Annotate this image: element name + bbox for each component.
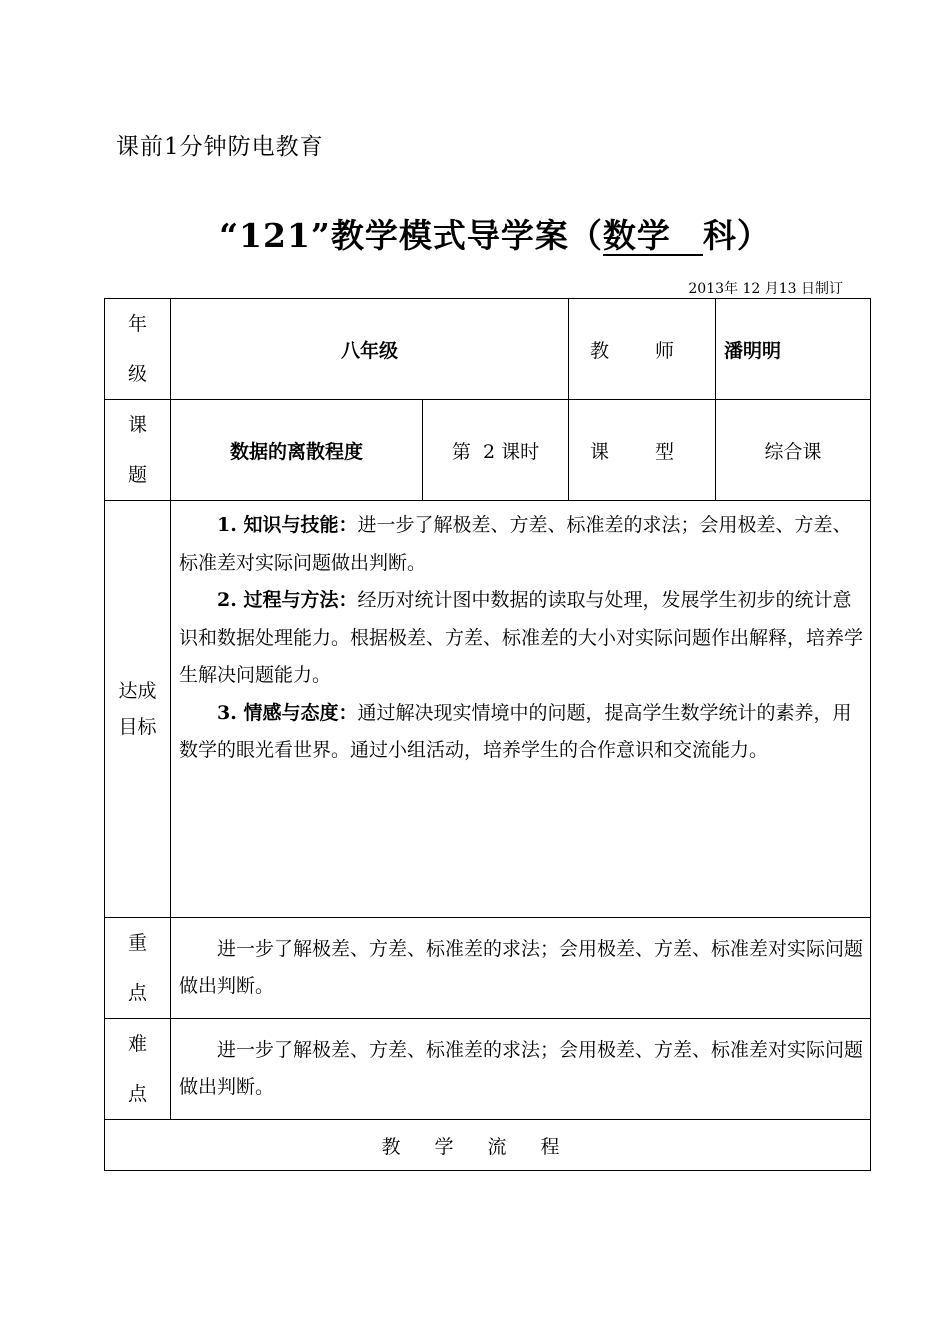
lesson-plan-table <box>104 298 871 1171</box>
topic-row <box>105 400 871 501</box>
goal-text: 进一步了解极差、方差、标准差的求法；会用极差、方差、标准差对实际问题做出判断。 <box>179 514 852 574</box>
topic-label <box>105 400 171 501</box>
grade-row <box>105 299 871 400</box>
goal-item <box>179 695 864 770</box>
focus-label <box>105 918 171 1019</box>
goal-text: 通过解决现实情境中的问题，提高学生数学统计的素养，用数学的眼光看世界。通过小组活动，培养学生的合作意识和交流能力。 <box>179 701 852 761</box>
goal-heading: 3. 情感与态度： <box>217 701 358 724</box>
difficulty-label-char-2: 点 <box>127 1083 147 1105</box>
flow-row <box>105 1120 871 1171</box>
grade-value: 八年级 <box>171 299 569 400</box>
title-suffix: 科） <box>702 216 771 255</box>
difficulty-content <box>171 1019 871 1120</box>
teacher-value: 潘明明 <box>716 299 871 400</box>
difficulty-row <box>105 1019 871 1120</box>
goal-item <box>179 507 864 582</box>
focus-label-char-1: 重 <box>127 932 147 954</box>
grade-label-char-1: 年 <box>127 313 147 335</box>
title-prefix: “121”教学模式导学案（ <box>219 216 603 255</box>
topic-value: 数据的离散程度 <box>171 400 423 501</box>
goals-row <box>105 501 871 918</box>
header-note: 课前1分钟防电教育 <box>116 134 324 160</box>
goal-text: 经历对统计图中数据的读取与处理，发展学生初步的统计意识和数据处理能力。根据极差、方差、标准差的大小对实际问题作出解释，培养学生解决问题能力。 <box>179 589 864 686</box>
focus-row <box>105 918 871 1019</box>
topic-label-char-2: 题 <box>127 464 147 486</box>
grade-label <box>105 299 171 400</box>
difficulty-label-char-1: 难 <box>127 1033 147 1055</box>
focus-label-char-2: 点 <box>127 982 147 1004</box>
goals-label-line-1: 达成 <box>118 680 157 702</box>
difficulty-label <box>105 1019 171 1120</box>
type-label: 课 型 <box>569 400 716 501</box>
focus-text: 进一步了解极差、方差、标准差的求法；会用极差、方差、标准差对实际问题做出判断。 <box>179 938 864 997</box>
teacher-label: 教 师 <box>569 299 716 400</box>
type-value: 综合课 <box>716 400 871 501</box>
teaching-flow-heading: 教学流程 <box>105 1120 871 1171</box>
goals-label-line-2: 目标 <box>118 716 157 738</box>
goal-heading: 1. 知识与技能： <box>217 514 358 536</box>
page-title <box>0 210 950 257</box>
title-subject: 数学 <box>603 218 703 256</box>
grade-label-char-2: 级 <box>127 363 147 385</box>
revision-date: 2013年 12 月13 日制订 <box>688 281 843 297</box>
goal-item <box>179 582 864 695</box>
goal-heading: 2. 过程与方法： <box>217 589 358 611</box>
topic-label-char-1: 课 <box>127 414 147 436</box>
lesson-period: 第 2 课时 <box>423 400 569 501</box>
goals-content <box>171 501 871 918</box>
focus-content <box>171 918 871 1019</box>
goals-label <box>105 501 171 918</box>
difficulty-text: 进一步了解极差、方差、标准差的求法；会用极差、方差、标准差对实际问题做出判断。 <box>179 1039 864 1098</box>
